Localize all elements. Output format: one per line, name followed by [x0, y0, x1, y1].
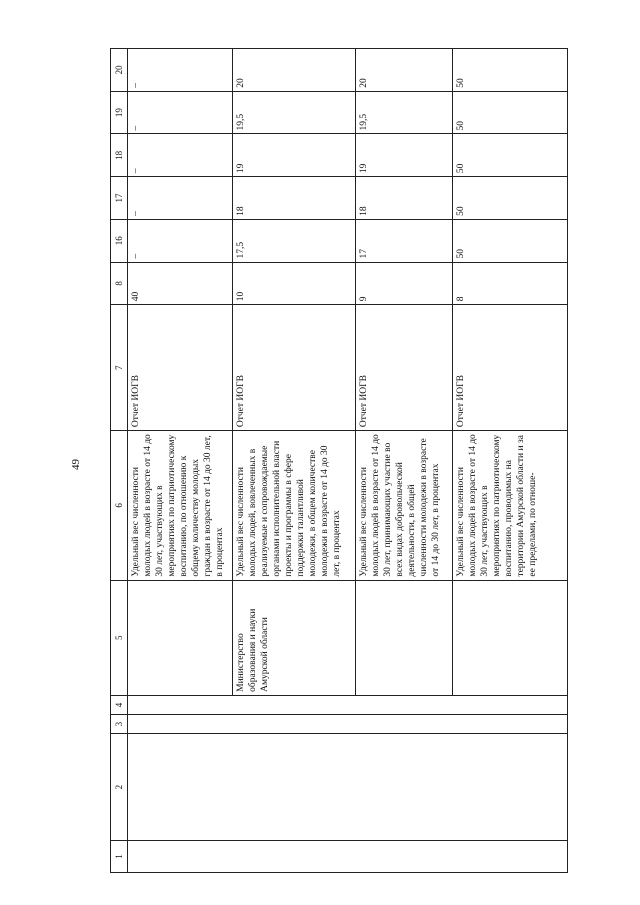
cell-col1 — [128, 840, 568, 872]
cell-value: – — [128, 177, 233, 220]
cell-value: 50 — [453, 49, 568, 92]
cell-col4 — [128, 695, 568, 714]
cell-value: 20 — [233, 49, 356, 92]
col-header: 4 — [111, 695, 128, 714]
col-header: 17 — [111, 177, 128, 220]
rotated-table-wrapper — [110, 48, 560, 873]
cell-source: Отчет ИОГВ — [233, 305, 356, 431]
col-header: 2 — [111, 734, 128, 841]
cell-responsible — [453, 580, 568, 695]
cell-value: 9 — [356, 262, 453, 305]
cell-value: 18 — [233, 177, 356, 220]
cell-indicator: Удельный вес численности молодых людей в возрасте от 14 до 30 лет, принимающих участие во всех видах добровольческой деятельности, в общей численности молодежи в возрасте от 14 до 30 лет, в процентах — [356, 431, 453, 580]
cell-value: 40 — [128, 262, 233, 305]
cell-col2 — [128, 734, 568, 841]
cell-value: 10 — [233, 262, 356, 305]
col-header: 19 — [111, 91, 128, 134]
col-header: 20 — [111, 49, 128, 92]
indicators-table — [110, 48, 568, 873]
col-header: 1 — [111, 840, 128, 872]
cell-value: 18 — [356, 177, 453, 220]
cell-value: 50 — [453, 177, 568, 220]
col-header: 8 — [111, 262, 128, 305]
col-header: 18 — [111, 134, 128, 177]
cell-value: 17 — [356, 219, 453, 262]
cell-responsible — [356, 580, 453, 695]
cell-value: 19 — [233, 134, 356, 177]
cell-value: 17,5 — [233, 219, 356, 262]
cell-source: Отчет ИОГВ — [453, 305, 568, 431]
cell-value: – — [128, 91, 233, 134]
cell-responsible: Министерство образования и науки Амурской области — [233, 580, 356, 695]
cell-indicator: Удельный вес численности молодых людей в возрасте от 14 до 30 лет, участвующих в мероприятиях по патриотическому воспитанию, проводимых на территории Амурской области и за ее пределами, по отноше- — [453, 431, 568, 580]
cell-indicator: Удельный вес численности молодых людей, вовлеченных в реализуемые и сопровождаемые органами исполнительной власти проекты и программы в сфере поддержки талантливой молодежи, в общем количестве молодежи в возрасте от 14 до 30 лет, в процентах — [233, 431, 356, 580]
cell-value: – — [128, 134, 233, 177]
col-header: 5 — [111, 580, 128, 695]
header-row — [111, 49, 128, 873]
cell-value: 19,5 — [233, 91, 356, 134]
cell-col3 — [128, 715, 568, 734]
table-row — [128, 49, 233, 873]
cell-value: – — [128, 219, 233, 262]
cell-value: 50 — [453, 91, 568, 134]
cell-value: – — [128, 49, 233, 92]
cell-source: Отчет ИОГВ — [356, 305, 453, 431]
col-header: 6 — [111, 431, 128, 580]
cell-indicator: Удельный вес численности молодых людей в возрасте от 14 до 30 лет, участвующих в мероприятиях по патриотическому воспитанию, по отношению к общему количеству молодых граждан в возрасте от 14 до 30 лет, в процентах — [128, 431, 233, 580]
cell-value: 19 — [356, 134, 453, 177]
cell-source: Отчет ИОГВ — [128, 305, 233, 431]
page-number: 49 — [70, 459, 82, 470]
cell-responsible — [128, 580, 233, 695]
cell-value: 20 — [356, 49, 453, 92]
cell-value: 19,5 — [356, 91, 453, 134]
col-header: 7 — [111, 305, 128, 431]
col-header: 3 — [111, 715, 128, 734]
cell-value: 50 — [453, 219, 568, 262]
col-header: 16 — [111, 219, 128, 262]
cell-value: 50 — [453, 134, 568, 177]
cell-value: 8 — [453, 262, 568, 305]
